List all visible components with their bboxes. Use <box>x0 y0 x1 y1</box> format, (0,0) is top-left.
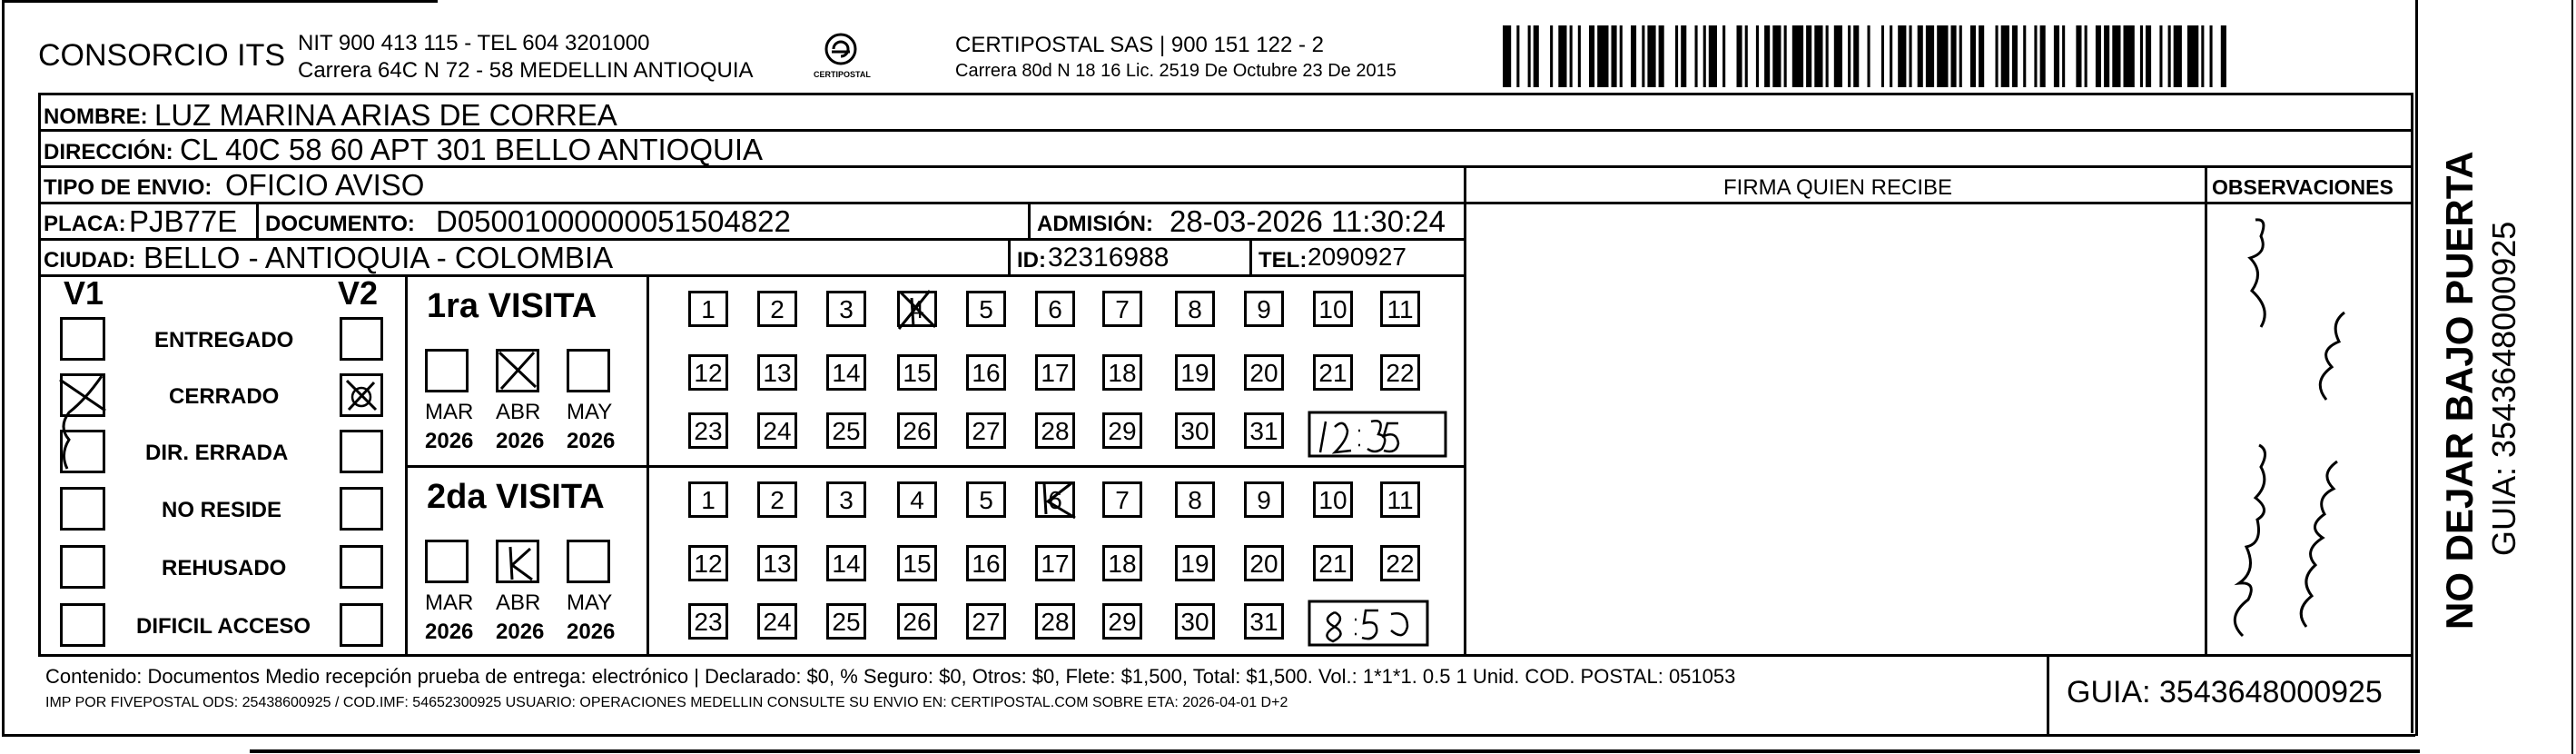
day-box[interactable]: 24 <box>757 603 797 640</box>
nombre-value: LUZ MARINA ARIAS DE CORREA <box>154 98 617 132</box>
month-label: ABR <box>496 590 541 615</box>
visits-mid-line <box>405 465 1464 468</box>
month-checkbox[interactable] <box>425 349 469 392</box>
v1-label: V1 <box>64 274 104 312</box>
direccion-label: DIRECCIÓN: <box>44 140 173 164</box>
documento-value: D05001000000051504822 <box>436 204 791 238</box>
day-box[interactable]: 29 <box>1102 603 1142 640</box>
v2-label: V2 <box>338 274 379 312</box>
carrier-name-nit: CERTIPOSTAL SAS | 900 151 122 - 2 <box>955 33 1324 57</box>
day-check-mark <box>893 285 948 334</box>
signature-area[interactable] <box>1467 205 2201 652</box>
day-box[interactable]: 26 <box>897 412 937 449</box>
carrier-address: Carrera 80d N 18 16 Lic. 2519 De Octubre 23 De 2015 <box>955 61 1397 81</box>
day-box[interactable]: 20 <box>1244 354 1284 391</box>
month-check-mark <box>494 538 543 587</box>
day-box[interactable]: 28 <box>1035 412 1075 449</box>
day-box[interactable]: 9 <box>1244 291 1284 327</box>
bottom-border-1 <box>2 734 2415 737</box>
day-box[interactable]: 13 <box>757 354 797 391</box>
v2-checkbox[interactable] <box>340 545 383 589</box>
month-checkbox[interactable] <box>567 349 610 392</box>
day-box[interactable]: 5 <box>966 291 1006 327</box>
day-box[interactable]: 10 <box>1313 481 1353 518</box>
frame-top-line <box>2 0 438 3</box>
tipo-envio-label: TIPO DE ENVIO: <box>44 175 212 200</box>
v1-checkbox[interactable] <box>60 545 105 589</box>
day-box[interactable]: 30 <box>1175 603 1215 640</box>
day-box[interactable]: 27 <box>966 412 1006 449</box>
day-box[interactable]: 24 <box>757 412 797 449</box>
day-box[interactable]: 14 <box>826 545 866 581</box>
side-warning: NO DEJAR BAJO PUERTA <box>2438 151 2481 630</box>
right-edge-line <box>2571 0 2573 754</box>
day-box[interactable]: 21 <box>1313 354 1353 391</box>
day-box[interactable]: 3 <box>826 481 866 518</box>
check-mark-cerrado-v2 <box>340 373 385 419</box>
day-box[interactable]: 22 <box>1380 354 1420 391</box>
observaciones-header: OBSERVACIONES <box>2212 175 2393 199</box>
day-box[interactable]: 11 <box>1380 481 1420 518</box>
direccion-value: CL 40C 58 60 APT 301 BELLO ANTIOQUIA <box>180 133 764 166</box>
footer-line1: Contenido: Documentos Medio recepción prueba de entrega: electrónico | Declarado: $0, % Seguro: $0, Otros: $0, Flete: $1,500, Total: $1,500. Vol.: 1*1*1. 0.5 1 Unid. COD. POSTAL: 051053 <box>45 665 1736 688</box>
day-box[interactable]: 26 <box>897 603 937 640</box>
day-box[interactable]: 23 <box>688 603 728 640</box>
tel-label: TEL: <box>1258 248 1308 273</box>
footer-guia: GUIA: 3543648000925 <box>2067 675 2383 709</box>
v2-checkbox[interactable] <box>340 487 383 531</box>
day-box[interactable]: 8 <box>1175 291 1215 327</box>
day-box[interactable]: 6 <box>1035 481 1075 518</box>
ciudad-label: CIUDAD: <box>44 248 136 273</box>
handwritten-time-2 <box>1308 600 1453 650</box>
footer-guia-sep <box>2047 654 2049 734</box>
day-box[interactable]: 14 <box>826 354 866 391</box>
day-box[interactable]: 30 <box>1175 412 1215 449</box>
tel-value: 2090927 <box>1308 243 1407 271</box>
day-box[interactable]: 1 <box>688 291 728 327</box>
year-label: 2026 <box>425 429 474 453</box>
day-box[interactable]: 1 <box>688 481 728 518</box>
sender-nit-tel: NIT 900 413 115 - TEL 604 3201000 <box>298 31 650 55</box>
month-label: MAY <box>567 400 613 424</box>
handwritten-observation <box>2206 209 2388 654</box>
day-box[interactable]: 19 <box>1175 354 1215 391</box>
placa-label: PLACA: <box>44 212 126 236</box>
day-box[interactable]: 15 <box>897 545 937 581</box>
day-box[interactable]: 31 <box>1244 412 1284 449</box>
firma-left-line <box>1464 165 1466 656</box>
bottom-border-2 <box>250 749 2420 753</box>
id-sep <box>1008 238 1011 274</box>
status-label: NO RESIDE <box>162 498 282 522</box>
info-right-line <box>2411 93 2413 733</box>
month-label: MAR <box>425 590 474 615</box>
status-label: DIFICIL ACCESO <box>136 614 311 639</box>
info-left-line <box>38 93 41 654</box>
row-line-1 <box>38 129 2411 132</box>
v2-checkbox[interactable] <box>340 430 383 473</box>
admision-label: ADMISIÓN: <box>1037 212 1153 236</box>
ciudad-value: BELLO - ANTIOQUIA - COLOMBIA <box>143 241 614 274</box>
day-box[interactable]: 8 <box>1175 481 1215 518</box>
status-label: DIR. ERRADA <box>145 441 289 465</box>
year-label: 2026 <box>496 620 545 644</box>
visit-title: 1ra VISITA <box>427 287 597 325</box>
day-box[interactable]: 18 <box>1102 545 1142 581</box>
tel-sep <box>1249 238 1252 274</box>
admision-sep <box>1028 202 1031 238</box>
day-box[interactable]: 7 <box>1102 481 1142 518</box>
year-label: 2026 <box>425 620 474 644</box>
placa-sep <box>256 202 259 238</box>
day-box[interactable]: 16 <box>966 354 1006 391</box>
documento-label: DOCUMENTO: <box>265 212 415 236</box>
year-label: 2026 <box>496 429 545 453</box>
sender-address: Carrera 64C N 72 - 58 MEDELLIN ANTIOQUIA <box>298 58 754 83</box>
side-guia: GUIA: 3543648000925 <box>2485 221 2522 556</box>
day-box[interactable]: 2 <box>757 481 797 518</box>
check-mark-cerrado-v1 <box>54 363 118 472</box>
logo-caption: CERTIPOSTAL <box>814 70 871 79</box>
day-box[interactable]: 25 <box>826 603 866 640</box>
day-box[interactable]: 29 <box>1102 412 1142 449</box>
day-box[interactable]: 10 <box>1313 291 1353 327</box>
day-box[interactable]: 27 <box>966 603 1006 640</box>
month-check-mark <box>494 347 543 396</box>
day-box[interactable]: 11 <box>1380 291 1420 327</box>
year-label: 2026 <box>567 429 616 453</box>
status-label: REHUSADO <box>162 556 287 580</box>
month-checkbox[interactable] <box>567 540 610 583</box>
barcode <box>1503 25 2229 89</box>
day-box[interactable]: 3 <box>826 291 866 327</box>
month-label: ABR <box>496 400 541 424</box>
month-label: MAR <box>425 400 474 424</box>
handwritten-time-1 <box>1308 411 1453 461</box>
status-label: CERRADO <box>169 384 280 409</box>
day-box[interactable]: 20 <box>1244 545 1284 581</box>
id-value: 32316988 <box>1048 243 1170 273</box>
row-line-5 <box>38 274 1464 277</box>
day-box[interactable]: 4 <box>897 481 937 518</box>
day-box[interactable]: 28 <box>1035 603 1075 640</box>
day-box[interactable]: 15 <box>897 354 937 391</box>
month-checkbox[interactable] <box>425 540 469 583</box>
day-box[interactable]: 22 <box>1380 545 1420 581</box>
footer-line2: IMP POR FIVEPOSTAL ODS: 25438600925 / COD.IMF: 54652300925 USUARIO: OPERACIONES MEDELLIN CONSULTE SU ENVIO EN: CERTIPOSTAL.COM SOBRE ETA: 2026-04-01 D+2 <box>45 695 1288 710</box>
day-box[interactable]: 12 <box>688 545 728 581</box>
day-box[interactable]: 23 <box>688 412 728 449</box>
tipo-envio-value: OFICIO AVISO <box>225 168 425 202</box>
day-box[interactable]: 16 <box>966 545 1006 581</box>
v2-checkbox[interactable] <box>340 603 383 647</box>
day-box[interactable]: 31 <box>1244 603 1284 640</box>
day-box[interactable]: 25 <box>826 412 866 449</box>
firma-header: FIRMA QUIEN RECIBE <box>1723 175 1953 200</box>
day-box[interactable]: 9 <box>1244 481 1284 518</box>
certipostal-logo-icon <box>814 31 871 85</box>
v1-checkbox[interactable] <box>60 487 105 531</box>
day-check-mark <box>1035 478 1090 527</box>
day-box[interactable]: 19 <box>1175 545 1215 581</box>
placa-value: PJB77E <box>129 204 238 238</box>
day-box[interactable]: 6 <box>1035 291 1075 327</box>
year-label: 2026 <box>567 620 616 644</box>
v1-checkbox[interactable] <box>60 603 105 647</box>
day-box[interactable]: 5 <box>966 481 1006 518</box>
day-box[interactable]: 13 <box>757 545 797 581</box>
day-box[interactable]: 4 <box>897 291 937 327</box>
day-box[interactable]: 21 <box>1313 545 1353 581</box>
v1-checkbox[interactable] <box>60 317 105 361</box>
day-box[interactable]: 17 <box>1035 545 1075 581</box>
footer-top-line <box>38 654 2411 657</box>
day-box[interactable]: 17 <box>1035 354 1075 391</box>
day-box[interactable]: 7 <box>1102 291 1142 327</box>
visit-title: 2da VISITA <box>427 478 605 516</box>
day-box[interactable]: 12 <box>688 354 728 391</box>
id-label: ID: <box>1017 248 1046 273</box>
sender-company: CONSORCIO ITS <box>38 38 286 73</box>
v2-checkbox[interactable] <box>340 317 383 361</box>
day-box[interactable]: 2 <box>757 291 797 327</box>
day-box[interactable]: 18 <box>1102 354 1142 391</box>
status-label: ENTREGADO <box>154 328 294 352</box>
nombre-label: NOMBRE: <box>44 104 148 129</box>
admision-value: 28-03-2026 11:30:24 <box>1170 204 1446 238</box>
month-label: MAY <box>567 590 613 615</box>
info-top-line <box>38 93 2413 95</box>
